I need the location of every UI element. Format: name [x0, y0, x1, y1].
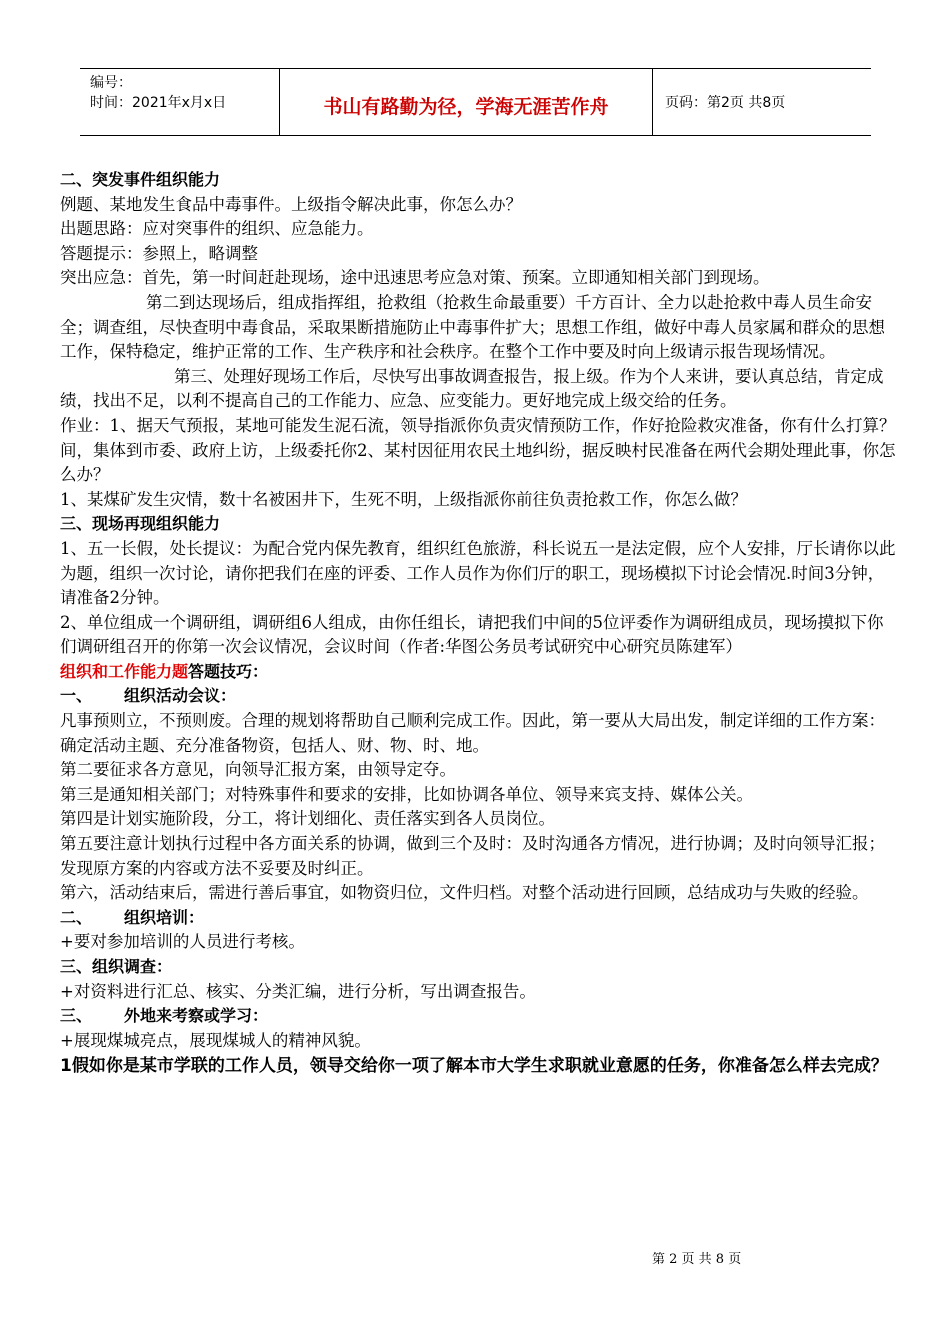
- doc-number-label: 编号：: [90, 75, 132, 91]
- body-paragraphs: [60, 168, 896, 660]
- paragraph: 1、某煤矿发生灾情，数十名被困井下，生死不明，上级指派你前往负责抢救工作，你怎么做？: [60, 489, 747, 509]
- list-paragraph: 凡事预则立，不预则废。合理的规划将帮助自己顺利完成工作。因此，第一要从大局出发，制定详细的工作方案：确定活动主题、充分准备物资，包括人、财、物、时、地。: [60, 711, 885, 755]
- paragraph: 例题、某地发生食品中毒事件。上级指令解决此事，你怎么办？: [60, 194, 522, 214]
- list-paragraph: +要对参加培训的人员进行考核。: [60, 932, 305, 952]
- section-title-black: 答题技巧：: [188, 661, 269, 681]
- list-number: 三、: [60, 1006, 93, 1026]
- section-title: [60, 660, 896, 685]
- paragraph: 出题思路：应对突事件的组织、应急能力。: [60, 219, 374, 239]
- header-motto: 书山有路勤为径，学海无涯苦作舟: [280, 69, 653, 135]
- list-number: 二、: [60, 907, 93, 927]
- tips-list: [60, 684, 896, 1053]
- paragraph: 第三、处理好现场工作后，尽快写出事故调查报告，报上级。作为个人来讲，要认真总结，肯定成绩，找出不足，以利不提高自己的工作能力、应急、应变能力。更好地完成上级交给的任务。: [60, 366, 884, 411]
- paragraph: 第二到达现场后，组成指挥组，抢救组（抢救生命最重要）千方百计、全力以赴抢救中毒人员生命安全；调查组，尽快查明中毒食品，采取果断措施防止中毒事件扩大；思想工作组，做好中毒人员家属和群众的思想工作，保特稳定，维护正常的工作、生产秩序和社会秩序。在整个工作中要及时向上级请示报告现场情况。: [60, 292, 885, 362]
- list-heading-text: 外地来考察或学习：: [124, 1006, 269, 1026]
- paragraph: 间，集体到市委、政府上访，上级委托你2、某村因征用农民土地纠纷，据反映村民准备在两代会期处理此事，你怎么办？: [60, 440, 896, 485]
- header-meta: [80, 69, 280, 135]
- list-heading: [60, 1004, 896, 1029]
- paragraph: 2、单位组成一个调研组，调研组6人组成，由你任组长，请把我们中间的5位评委作为调研组成员，现场摸拟下你们调研组召开的你第一次会议情况，会议时间（作者:华图公务员考试研究中心研究员陈建军）: [60, 612, 884, 657]
- list-heading-text: 组织活动会议：: [124, 686, 237, 706]
- list-paragraph: 第四是计划实施阶段，分工，将计划细化、责任落实到各人员岗位。: [60, 809, 555, 829]
- list-paragraph: 第五要注意计划执行过程中各方面关系的协调，做到三个及时：及时沟通各方情况，进行协调；及时向领导汇报；发现原方案的内容或方法不妥要及时纠正。: [60, 834, 885, 878]
- section-title-red: 组织和工作能力题: [60, 661, 189, 681]
- section-heading: 三、现场再现组织能力: [60, 514, 221, 534]
- page-footer: 第 2 页 共 8 页: [652, 1252, 742, 1267]
- paragraph: 1、五一长假，处长提议：为配合党内保先教育，组织红色旅游，科长说五一是法定假，应个人安排，厅长请你以此为题，组织一次讨论，请你把我们在座的评委、工作人员作为你们厅的职工，现场模拟下讨论会情况.时间3分钟，请准备2分钟。: [60, 538, 896, 608]
- list-heading-text: 三、组织调查：: [60, 957, 173, 976]
- paragraph: 突出应急：首先，第一时间赶赴现场，途中迅速思考应急对策、预案。立即通知相关部门到现场。: [60, 268, 770, 288]
- question-text: 1假如你是某市学联的工作人员，领导交给你一项了解本市大学生求职就业意愿的任务，你准备怎么样去完成？: [60, 1056, 888, 1077]
- list-paragraph: +展现煤城亮点，展现煤城人的精神风貌。: [60, 1030, 371, 1050]
- doc-time-label: 时间：2021年x月x日: [90, 95, 227, 111]
- list-paragraph: 第六，活动结束后，需进行善后事宜，如物资归位，文件归档。对整个活动进行回顾，总结成功与失败的经验。: [60, 883, 869, 903]
- paragraph: 答题提示：参照上，略调整: [60, 243, 258, 263]
- list-heading: [60, 955, 896, 980]
- list-number: 一、: [60, 686, 93, 706]
- page-header: [80, 68, 871, 136]
- list-paragraph: 第三是通知相关部门；对特殊事件和要求的安排，比如协调各单位、领导来宾支持、媒体公关。: [60, 784, 753, 804]
- document-body: [60, 168, 896, 1079]
- list-heading: [60, 906, 896, 931]
- list-heading-text: 组织培训：: [124, 907, 205, 927]
- list-paragraph: +对资料进行汇总、核实、分类汇编，进行分析，写出调查报告。: [60, 981, 536, 1001]
- list-paragraph: 第二要征求各方意见，向领导汇报方案，由领导定夺。: [60, 760, 456, 780]
- section-heading: 二、突发事件组织能力: [60, 170, 221, 189]
- paragraph: 作业：1、据天气预报，某地可能发生泥石流，领导指派你负责灾情预防工作，作好抢险救灾准备，你有什么打算？: [60, 415, 896, 435]
- list-heading: [60, 684, 896, 709]
- header-page-info: 页码：第2页 共8页: [665, 95, 786, 111]
